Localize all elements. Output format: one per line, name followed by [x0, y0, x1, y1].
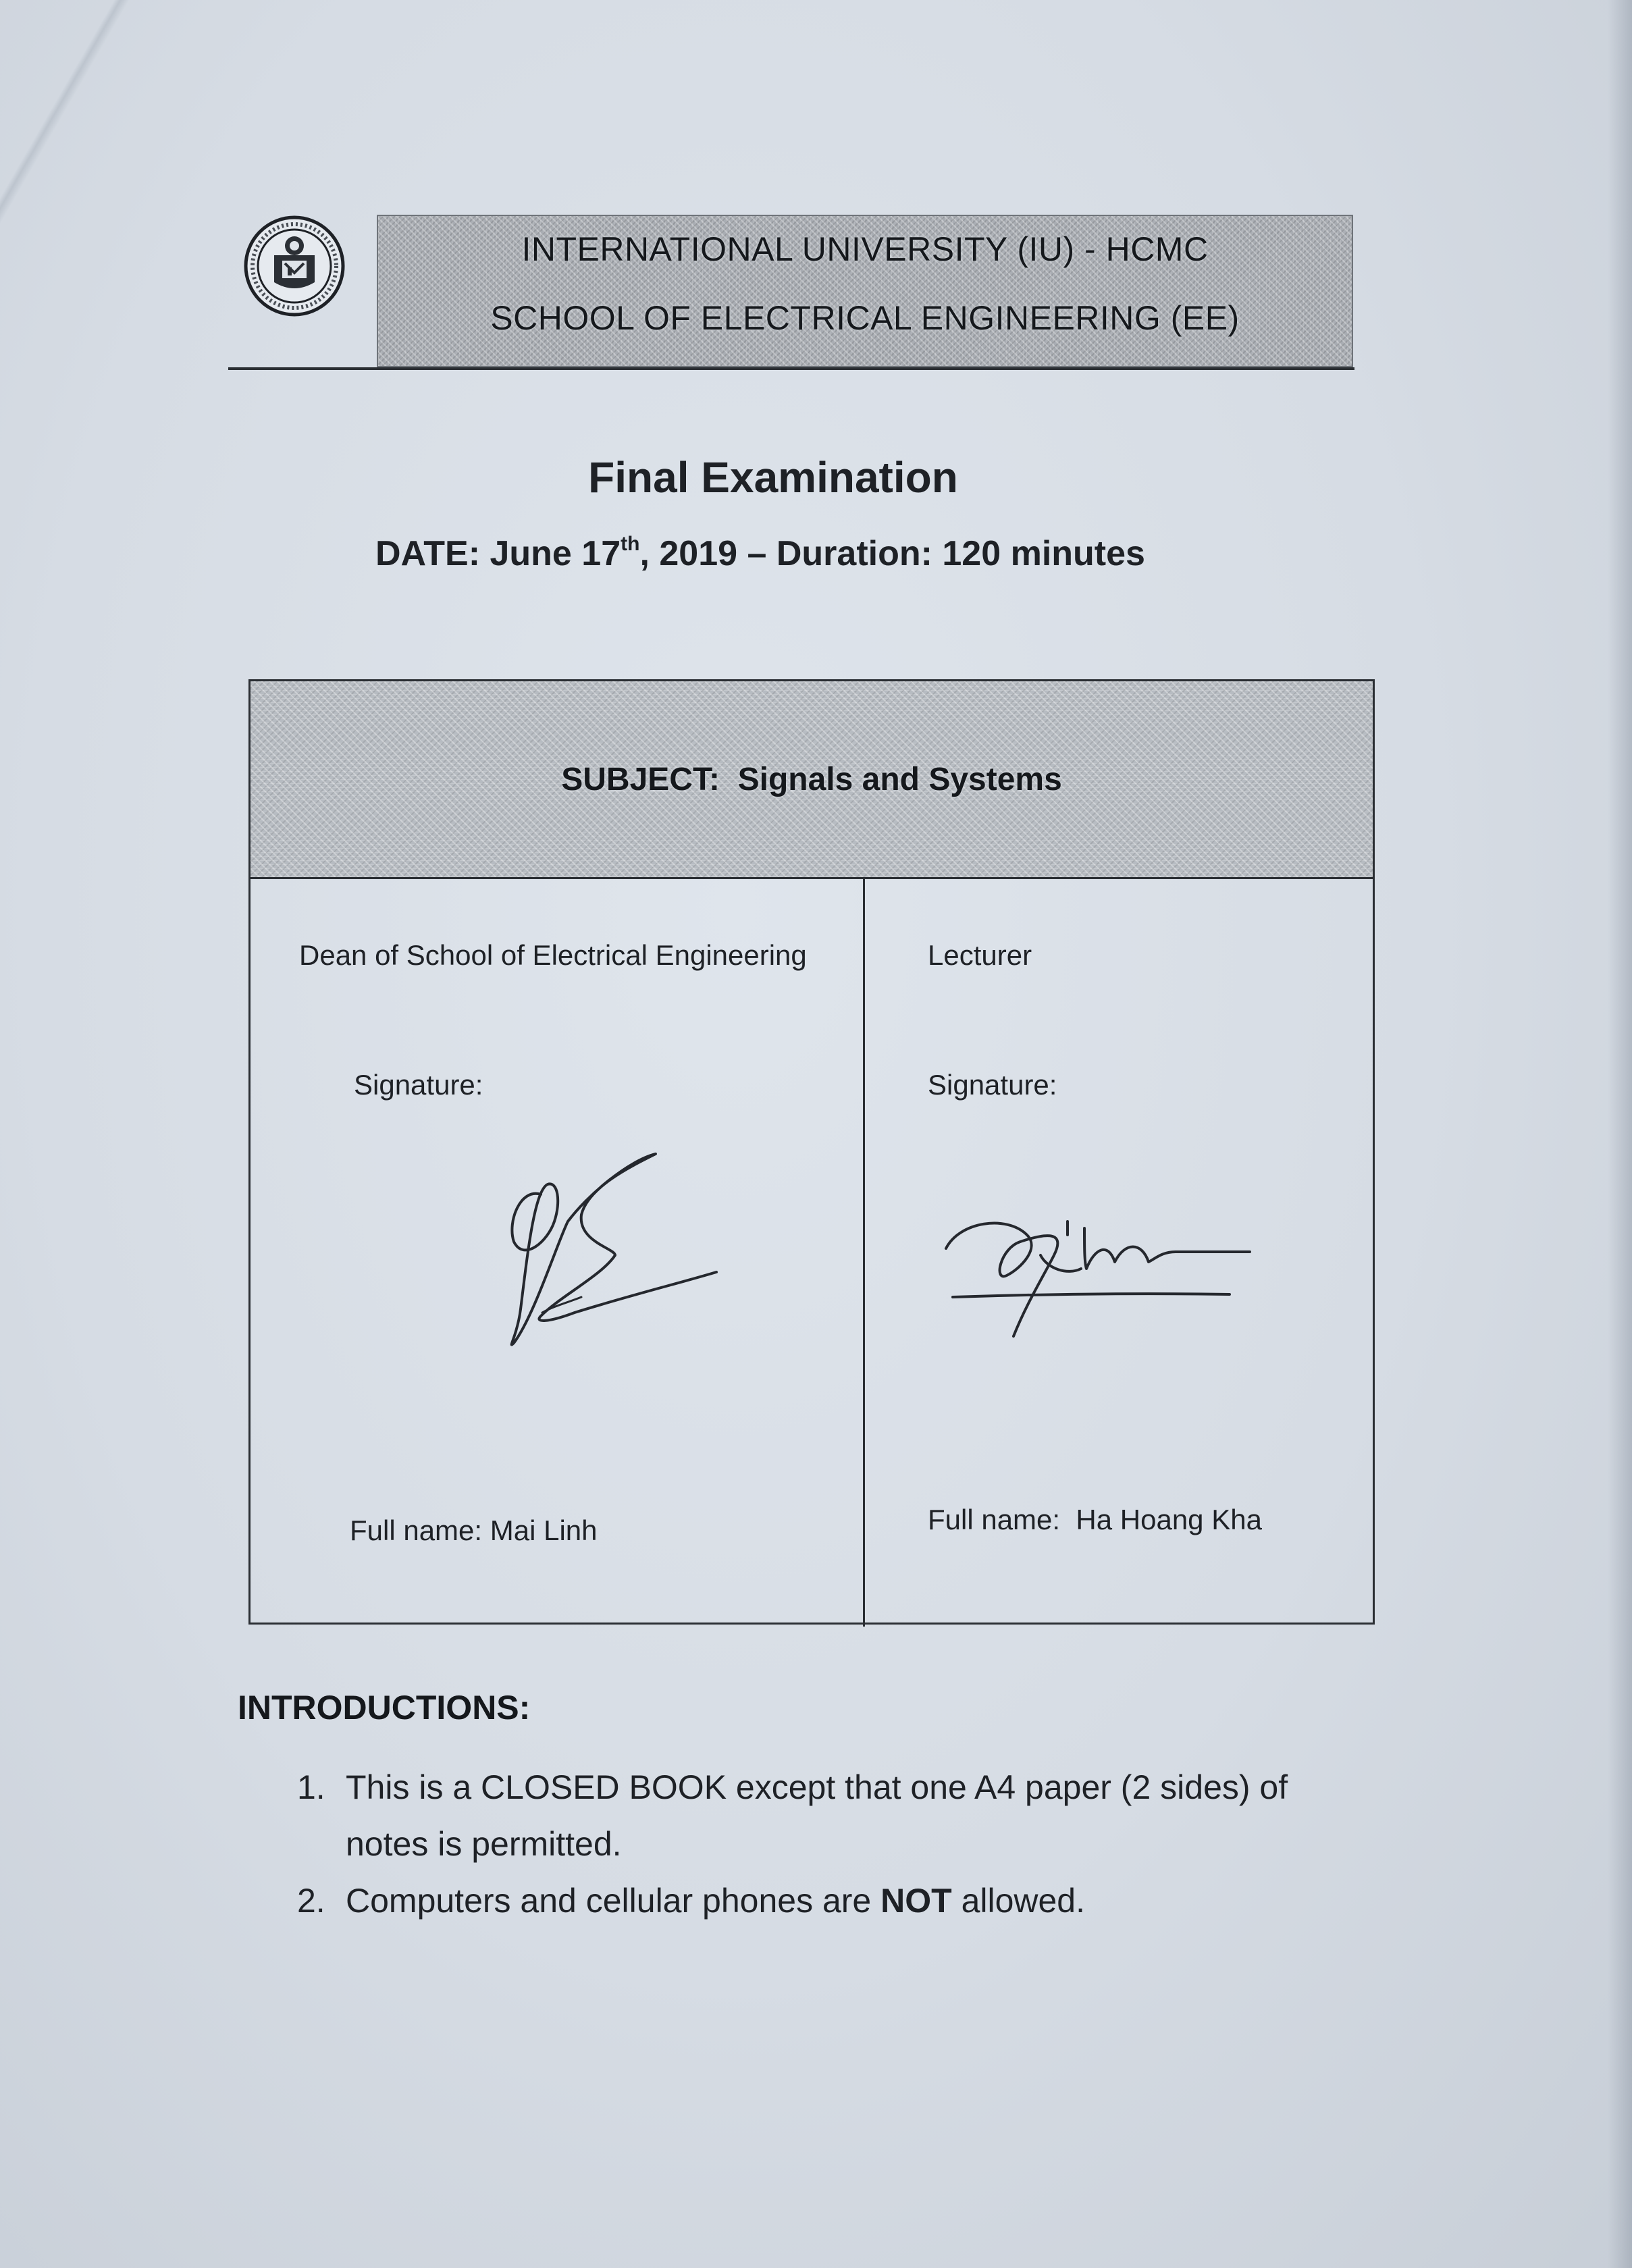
list-item-emphasis: NOT	[880, 1882, 952, 1920]
dean-full-name-label: Full name:	[350, 1514, 483, 1546]
university-name: INTERNATIONAL UNIVERSITY (IU) - HCMC	[521, 230, 1209, 268]
dean-role: Dean of School of Electrical Engineering	[299, 939, 807, 971]
subject-label: SUBJECT:	[561, 762, 720, 797]
subject-name: Signals and Systems	[737, 762, 1062, 797]
university-seal-icon	[243, 215, 346, 317]
list-item-number: 2.	[297, 1882, 325, 1920]
list-item-line: notes is permitted.	[346, 1825, 622, 1863]
list-item-text: allowed.	[951, 1882, 1086, 1920]
dean-signature-label: Signature:	[354, 1069, 483, 1101]
exam-date-ordinal: th	[621, 533, 640, 555]
approval-table	[248, 679, 1375, 1625]
school-name: SCHOOL OF ELECTRICAL ENGINEERING (EE)	[490, 299, 1240, 337]
instructions-list	[297, 1759, 1377, 1929]
exam-title: Final Examination	[588, 453, 958, 502]
column-divider	[863, 877, 865, 1627]
header-banner	[377, 215, 1353, 367]
exam-date-suffix: , 2019 – Duration: 120 minutes	[639, 534, 1145, 573]
lecturer-full-name-value: Ha Hoang Kha	[1076, 1504, 1262, 1535]
lecturer-full-name-label: Full name:	[928, 1504, 1061, 1535]
list-item	[297, 1872, 1377, 1929]
dean-full-name-value: Mai Linh	[490, 1514, 598, 1546]
lecturer-full-name	[928, 1504, 1262, 1536]
list-item-line: This is a CLOSED BOOK except that one A4 paper (2 sides) of	[346, 1768, 1288, 1806]
list-item-text: Computers and cellular phones are	[346, 1882, 881, 1920]
exam-date-prefix: DATE: June 17	[375, 534, 621, 573]
dean-signature-icon	[494, 1140, 777, 1363]
instructions-heading: INTRODUCTIONS:	[238, 1689, 531, 1726]
list-item	[297, 1759, 1377, 1872]
list-item-number: 1.	[297, 1768, 325, 1806]
lecturer-role: Lecturer	[928, 939, 1032, 971]
header-rule	[228, 367, 1354, 370]
dean-full-name	[350, 1514, 598, 1547]
exam-date	[375, 533, 1145, 574]
lecturer-signature-icon	[932, 1194, 1284, 1363]
lecturer-signature-label: Signature:	[928, 1069, 1057, 1101]
paper-edge-shadow	[1608, 0, 1632, 2268]
paper-fold-shadow	[0, 0, 135, 243]
subject-line	[251, 761, 1373, 798]
subject-band	[251, 681, 1373, 879]
